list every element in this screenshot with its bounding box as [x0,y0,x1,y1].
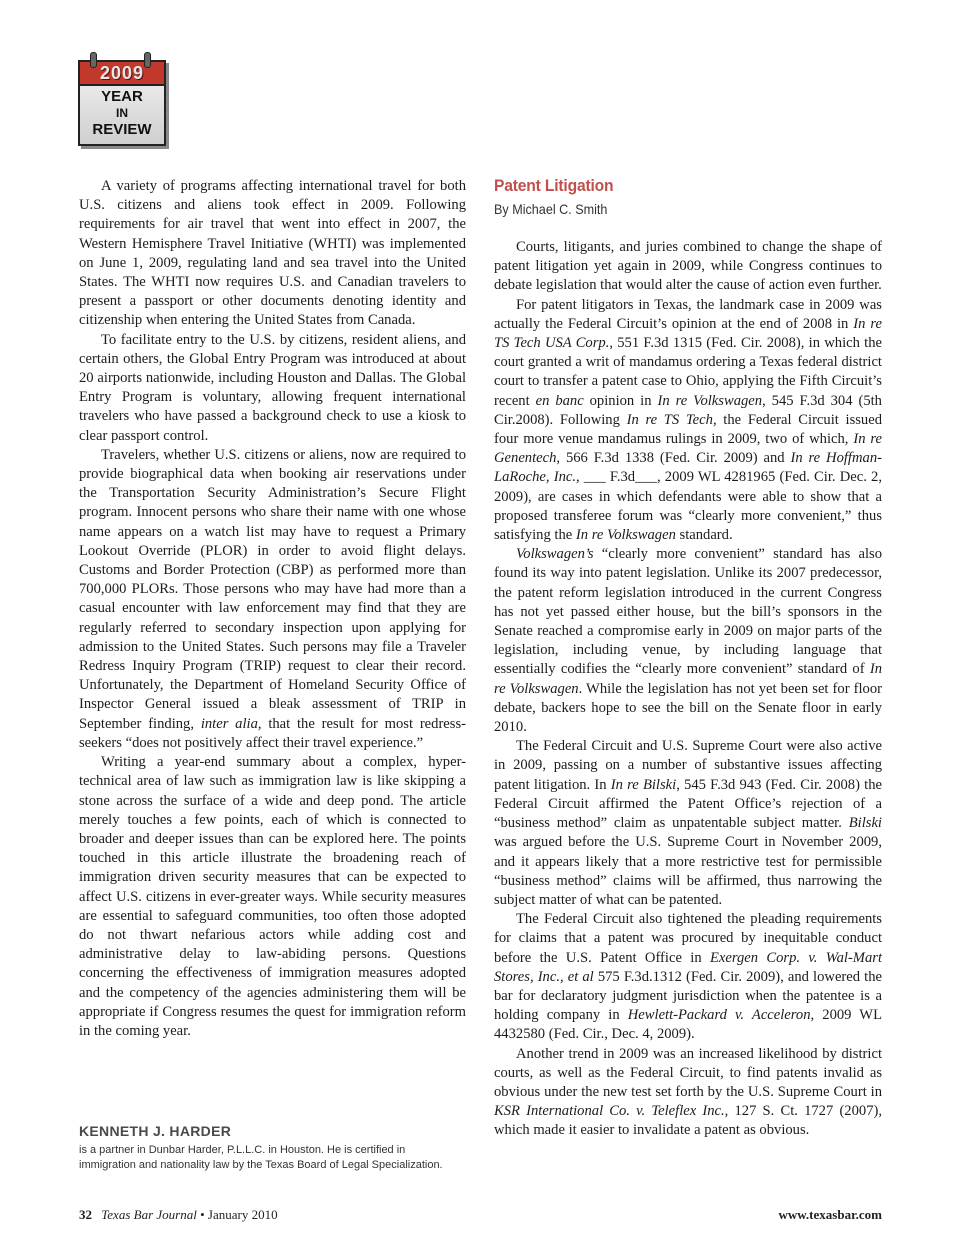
year-in-review-badge [78,52,166,144]
paragraph: The Federal Circuit also tightened the pleading requirements for claims that a patent was procured by inequitable conduct before the U.S. Patent Office in Exergen Corp. v. Wal-Mart Stores, Inc., et al 575 F.3d.1312 (Fed. Cir. 2009), and lowered the bar for declaratory judgment jurisdiction when the patentee is a holding company in Hewlett-Packard v. Acceleron, 2009 WL 4432580 (Fed. Cir., Dec. 4, 2009). [494,911,882,1043]
page-footer [79,1207,278,1223]
paragraph: For patent litigators in Texas, the landmark case in 2009 was actually the Federal Circuit’s opinion at the end of 2008 in In re TS Tech USA Corp., 551 F.3d 1315 (Fed. Cir. 2008), in which the court granted a writ of mandamus ordering a Texas federal district court to transfer a patent case to Ohio, applying the Fifth Circuit’s recent en banc opinion in In re Volkswagen, 545 F.3d 304 (5th Cir.2008). Following In re TS Tech, the Federal Circuit issued four more venue mandamus rulings in 2009, two of which, In re Genentech, 566 F.3d 1338 (Fed. Cir. 2009) and In re Hoffman-LaRoche, Inc., ___ F.3d___, 2009 WL 4281965 (Fed. Cir. Dec. 2, 2009), are cases in which defendants were able to show that a proposed transferee forum was “clearly more convenient,” thus satisfying the In re Volkswagen standard. [494,296,883,544]
paragraph: Travelers, whether U.S. citizens or aliens, now are required to provide biographical data when booking air reservations under the Transportation Security Administration’s Secure Flight program. Innocent persons who share their name with one whose name appears on a watch list may have to request a Primary Lookout Override (PLOR) in order to avoid flight delays. Customs and Border Protection (CBP) as performed more than 700,000 PLORs. Those persons who may have had more than a casual encounter with law enforcement may find that they are regularly referred to secondary inspection upon applying for admission to the United States. Such persons may file a Traveler Redress Inquiry Program (TRIP) request to clear their record. Unfortunately, the Department of Homeland Security Office of Inspector General issued a bleak assessment of TRIP in September finding, inter alia, that the result for most redress-seekers “does not positively affect their travel experience.” [79,446,467,751]
journal-name: Texas Bar Journal [101,1207,197,1222]
section-title: Patent Litigation [494,176,614,195]
calendar-ring-icon [90,52,97,68]
byline: By Michael C. Smith [494,201,608,217]
paragraph: Another trend in 2009 was an increased likelihood by district courts, as well as the Federal Circuit, to find patents invalid as obvious under the new test set forth by the U.S. Supreme Court in KSR International Co. v. Teleflex Inc., 127 S. Ct. 1727 (2007), which made it easier to invalidate a patent as obvious. [494,1045,882,1139]
paragraph: To facilitate entry to the U.S. by citizens, resident aliens, and certain others, the Global Entry Program was introduced at about 20 airports nationwide, including Houston and Dallas. The Global Entry Program is voluntary, allowing frequent international travelers who have passed a background check to use a kiosk to clear passport control. [79,331,466,444]
author-name: KENNETH J. HARDER [79,1123,232,1139]
patent-article-body [494,238,882,1141]
author-bio: is a partner in Dunbar Harder, P.L.L.C. in Houston. He is certified in immigration and nationality law by the Texas Board of Legal Specialization. [79,1144,443,1171]
badge-line-in: IN [116,106,128,120]
paragraph: Writing a year-end summary about a complex, hyper-technical area of law such as immigration law is like skipping a stone across the surface of a wide and deep pond. The article merely touches a few points, each of which is connected to broader and deeper issues than can be explored here. The points touched in this article illustrate the broadening reach of immigration driven security measures that can be expected to affect U.S. citizens in ever-greater ways. While security measures are essential to safeguard communities, too often those adopted do not thwart nefarious actors while adding cost and administrative delay to law-abiding persons. Questions concerning the effectiveness of immigration measures adopted and the competency of the agencies administering them will be appropriate if Congress resumes the quest for immigration reform in the coming year. [79,754,466,1039]
paragraph: Volkswagen’s “clearly more convenient” standard has also found its way into patent legislation. Unlike its 2007 predecessor, the patent reform legislation introduced in the current Congress has not yet passed either house, but the bill’s sponsors in the Senate reached a compromise early in 2009 on major parts of the legislation, including venue, by including language that essentially codifies the “clearly more convenient” standard of In re Volkswagen. While the legislation has not yet been set for floor debate, backers hope to see the bill on the Senate floor in early 2010. [494,546,882,736]
badge-line-year: YEAR [101,88,143,105]
badge-year: 2009 [99,63,145,83]
badge-line-review: REVIEW [92,121,152,138]
website-link[interactable]: www.texasbar.com [778,1207,882,1222]
paragraph: Courts, litigants, and juries combined to change the shape of patent litigation yet again in 2009, while Congress continues to debate legislation that would alter the cause of action even further. [494,239,882,294]
calendar-icon [78,60,166,146]
footer-separator: • [200,1207,205,1222]
immigration-article-body [79,177,466,1041]
calendar-ring-icon [144,52,151,68]
paragraph: A variety of programs affecting international travel for both U.S. citizens and aliens took effect in 2009. Following requirements for air travel that went into effect in 2007, the Western Hemisphere Travel Initiative (WHTI) was implemented on June 1, 2009, regulating land and sea travel into the United States. The WHTI now requires U.S. and Canadian travelers to present a passport or other documents denoting identity and citizenship when entering the United States from Canada. [79,178,466,329]
page-number: 32 [79,1207,92,1222]
paragraph: The Federal Circuit and U.S. Supreme Court were also active in 2009, passing on a number of substantive issues affecting patent litigation. In In re Bilski, 545 F.3d 943 (Fed. Cir. 2008) the Federal Circuit affirmed the Patent Office’s rejection of a “business method” claim as unpatentable subject matter. Bilski was argued before the U.S. Supreme Court in November 2009, and it appears likely that a more restrictive test for permissible “business method” claims will be affirmed, thus narrowing the subject matter of what can be patented. [494,738,882,908]
issue-date: January 2010 [207,1207,278,1222]
